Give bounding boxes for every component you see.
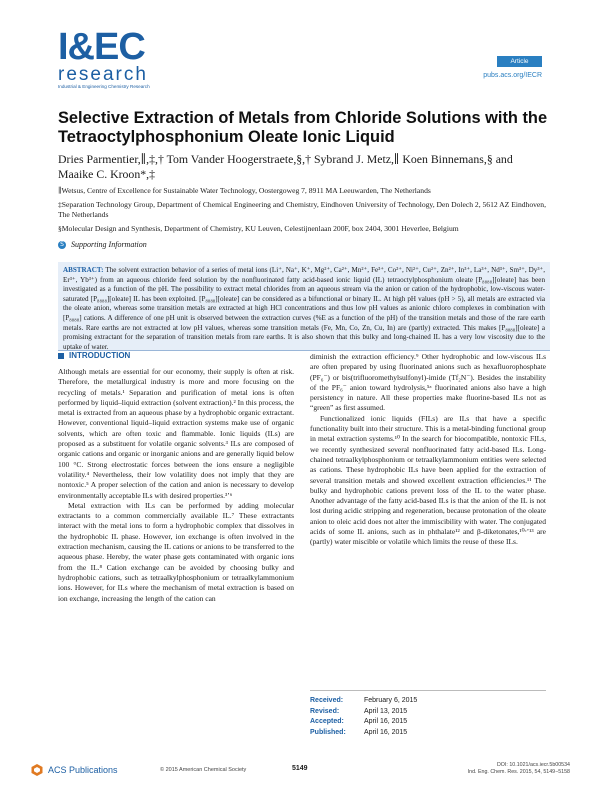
logo-tagline: Industrial & Engineering Chemistry Research — [58, 84, 150, 89]
abstract-text: The solvent extraction behavior of a series of metal ions (Li⁺, Na⁺, K⁺, Mg²⁺, Ca²⁺, Mn²⁺, Fe³⁺, Co²⁺, Ni²⁺, Cu²⁺, Zn²⁺, In³⁺, La³⁺, Nd³⁺, Sm³⁺, Dy³⁺, Er³⁺, Yb³⁺) from an aqueous chloride feed solution by the nonfluorinated fatty acid-based ionic liquid (IL) tetraoctylphosphonium oleate [P₈₈₈₈][oleate] has been investigated as a function of the pH. The possibility to extract metal chlorides from an aqueous stream via the anion or cation of the hydrophobic, low-viscous water-saturated [P₈₈₈₈][oleate] IL has been exploited. [P₈₈₈₈][oleate] can be considered as a bifunctional or binary IL. At high pH values (pH > 5), all metals are extracted via the oleate anion, whereas some transition metals are extracted at high HCl concentrations and thus low pH values as anionic chloro complexes in combination with [P₈₈₈₈] cations. A difference of one pH unit is observed between the extraction curves (%E as a function of the pH) of the transition metals and those of the rare earth metals. Rare earths are not extracted at low pH values, whereas some transition metals (Fe, Mn, Co, Zn, Cu, In) are (partly) extracted. This makes [P₈₈₈₈][oleate] a promising extractant for the separation of transition metals from rare earths. It is also shown that this bulky and long-chained IL has a very low viscosity due to the uptake of water. — [63, 266, 545, 351]
date-row: Revised: April 13, 2015 — [310, 707, 408, 715]
supporting-info-icon: S — [58, 241, 66, 249]
section-square-icon — [58, 353, 64, 359]
section-title: INTRODUCTION — [69, 351, 131, 360]
publication-dates — [310, 690, 546, 738]
body-paragraph: Metal extraction with ILs can be performed by adding molecular extractants to a common commercially available IL.⁷ These extractants interact with the metal ions to form a hydrophobic complex that dissolves in the hydrophobic IL phase. However, ion exchange is often involved in the extraction mechanism, causing the IL cations or anions to be transferred to the aqueous phase. Hereby, the water phase gets contaminated with organic ions from the IL.⁸ Cation exchange can be avoided by choosing bulky and hydrophobic cations, such as tetraalkylphosphonium or tetraalkylammonium ions. However, for ILs where the mechanism of metal extraction is based on ion exchange, increasing the length of the cation can — [58, 500, 294, 603]
article-type-badge: Article — [497, 56, 542, 67]
author-list: Dries Parmentier,∥,‡,† Tom Vander Hoogerstraete,§,† Sybrand J. Metz,∥ Koen Binnemans,§ and Maaike C. Kroon*,‡ — [58, 152, 513, 181]
left-column — [58, 367, 294, 745]
section-heading-introduction — [58, 351, 130, 360]
body-paragraph: Although metals are essential for our economy, their supply is often at risk. Therefore, the metallurgical industry is more and more focusing on the recycling of metals.¹ Separation and purification of metal ions is often performed by liquid–liquid extraction (solvent extraction).² In this process, the metal is extracted from an aqueous phase by a hydrophobic organic extractant. However, conventional liquid–liquid extraction systems make use of organic solvents, which are often toxic and flammable. Ionic liquids (ILs) are proposed as a substituent for volatile organic solvents.³ ILs are composed of organic cations and organic or inorganic anions and are generally liquid below 100 °C. Strong electrostatic forces between the ions ensure a negligible volatility.⁴ Nevertheless, their low volatility does not imply that they are nontoxic.⁵ A proper selection of the cation and anion is necessary to develop environmentally acceptable ILs with desired properties.³ʼ⁶ — [58, 367, 294, 500]
doi-citation — [468, 762, 570, 776]
page-number: 5149 — [292, 765, 308, 772]
right-column — [310, 352, 546, 722]
journal-url-link[interactable]: pubs.acs.org/IECR — [483, 72, 542, 79]
acs-hexagon-icon — [30, 763, 44, 777]
paper-title: Selective Extraction of Metals from Chloride Solutions with the Tetraoctylphosphonium Oleate Ionic Liquid — [58, 109, 548, 146]
journal-citation: Ind. Eng. Chem. Res. 2015, 54, 5149−5158 — [467, 769, 570, 775]
supporting-information-link[interactable] — [58, 240, 147, 249]
copyright-notice: © 2015 American Chemical Society — [160, 767, 247, 773]
publisher-name: ACS Publications — [48, 765, 118, 775]
date-row: Received: February 6, 2015 — [310, 697, 418, 704]
affiliation-leuven: §Molecular Design and Synthesis, Department of Chemistry, KU Leuven, Celestijnenlaan 200F, box 2404, 3001 Heverlee, Belgium — [58, 223, 459, 233]
affiliations — [58, 186, 548, 237]
affiliation-wetsus: ∥Wetsus, Centre of Excellence for Sustainable Water Technology, Oostergoweg 7, 8911 MA Leeuwarden, The Netherlands — [58, 186, 431, 195]
affiliation-eindhoven: ‡Separation Technology Group, Department of Chemical Engineering and Chemistry, Eindhoven University of Technology, Den Dolech 2, 5612 AZ Eindhoven, The Netherlands — [58, 199, 546, 219]
abstract-label: ABSTRACT: — [63, 266, 104, 274]
body-paragraph: Functionalized ionic liquids (FILs) are ILs that have a specific functionality built into their structure. This is a metal-binding functional group in metal extraction systems.¹⁰ In the search for biocompatible, nontoxic FILs, we recently synthesized several nonfluorinated fatty acid-based ILs. Long-chained tetraalkylphosphonium or tetraalkylammonium entities were selected as cations. These hydrophobic ILs have been applied for the extraction of several transition metals and showed excellent extraction efficiencies.¹¹ The bulky and hydrophobic cations prevent loss of the IL to the water phase. Another advantage of the fatty acid-based ILs is that the anion of the IL is not lost during acidic stripping and regeneration, because protonation of the oleate anion to oleic acid does not alter the immiscibility with water. The conjugated acids of some IL anions, such as in phthalate¹² and β-diketonates,¹⁰ᶜʼ¹³ are (partly) water miscible or volatile which limits the reuse of these ILs. — [310, 413, 546, 547]
doi-link[interactable]: DOI: 10.1021/acs.iecr.5b00534 — [496, 762, 570, 768]
acs-publications-logo — [30, 763, 118, 777]
logo-main: I&EC — [58, 26, 145, 68]
journal-logo — [58, 28, 168, 90]
logo-sub: research — [58, 64, 148, 85]
supporting-info-label: Supporting Information — [71, 240, 147, 249]
body-paragraph: diminish the extraction efficiency.⁹ Other hydrophobic and low-viscous ILs are often prepared by using fluorinated anions such as hexafluorophosphate (PF₆⁻) or bis(trifluoromethylsulfonyl)-imide (Tf₂N⁻). Besides the instability of the PF₆⁻ anion toward hydrolysis,⁵ᵃ fluorinated anions also have a high persistency in nature. All these properties make fluorine-based ILs not as “green” as first assumed. — [310, 352, 546, 413]
date-row: Published: April 16, 2015 — [310, 728, 408, 736]
abstract-box — [58, 262, 550, 351]
date-row: Accepted: April 16, 2015 — [310, 718, 408, 725]
